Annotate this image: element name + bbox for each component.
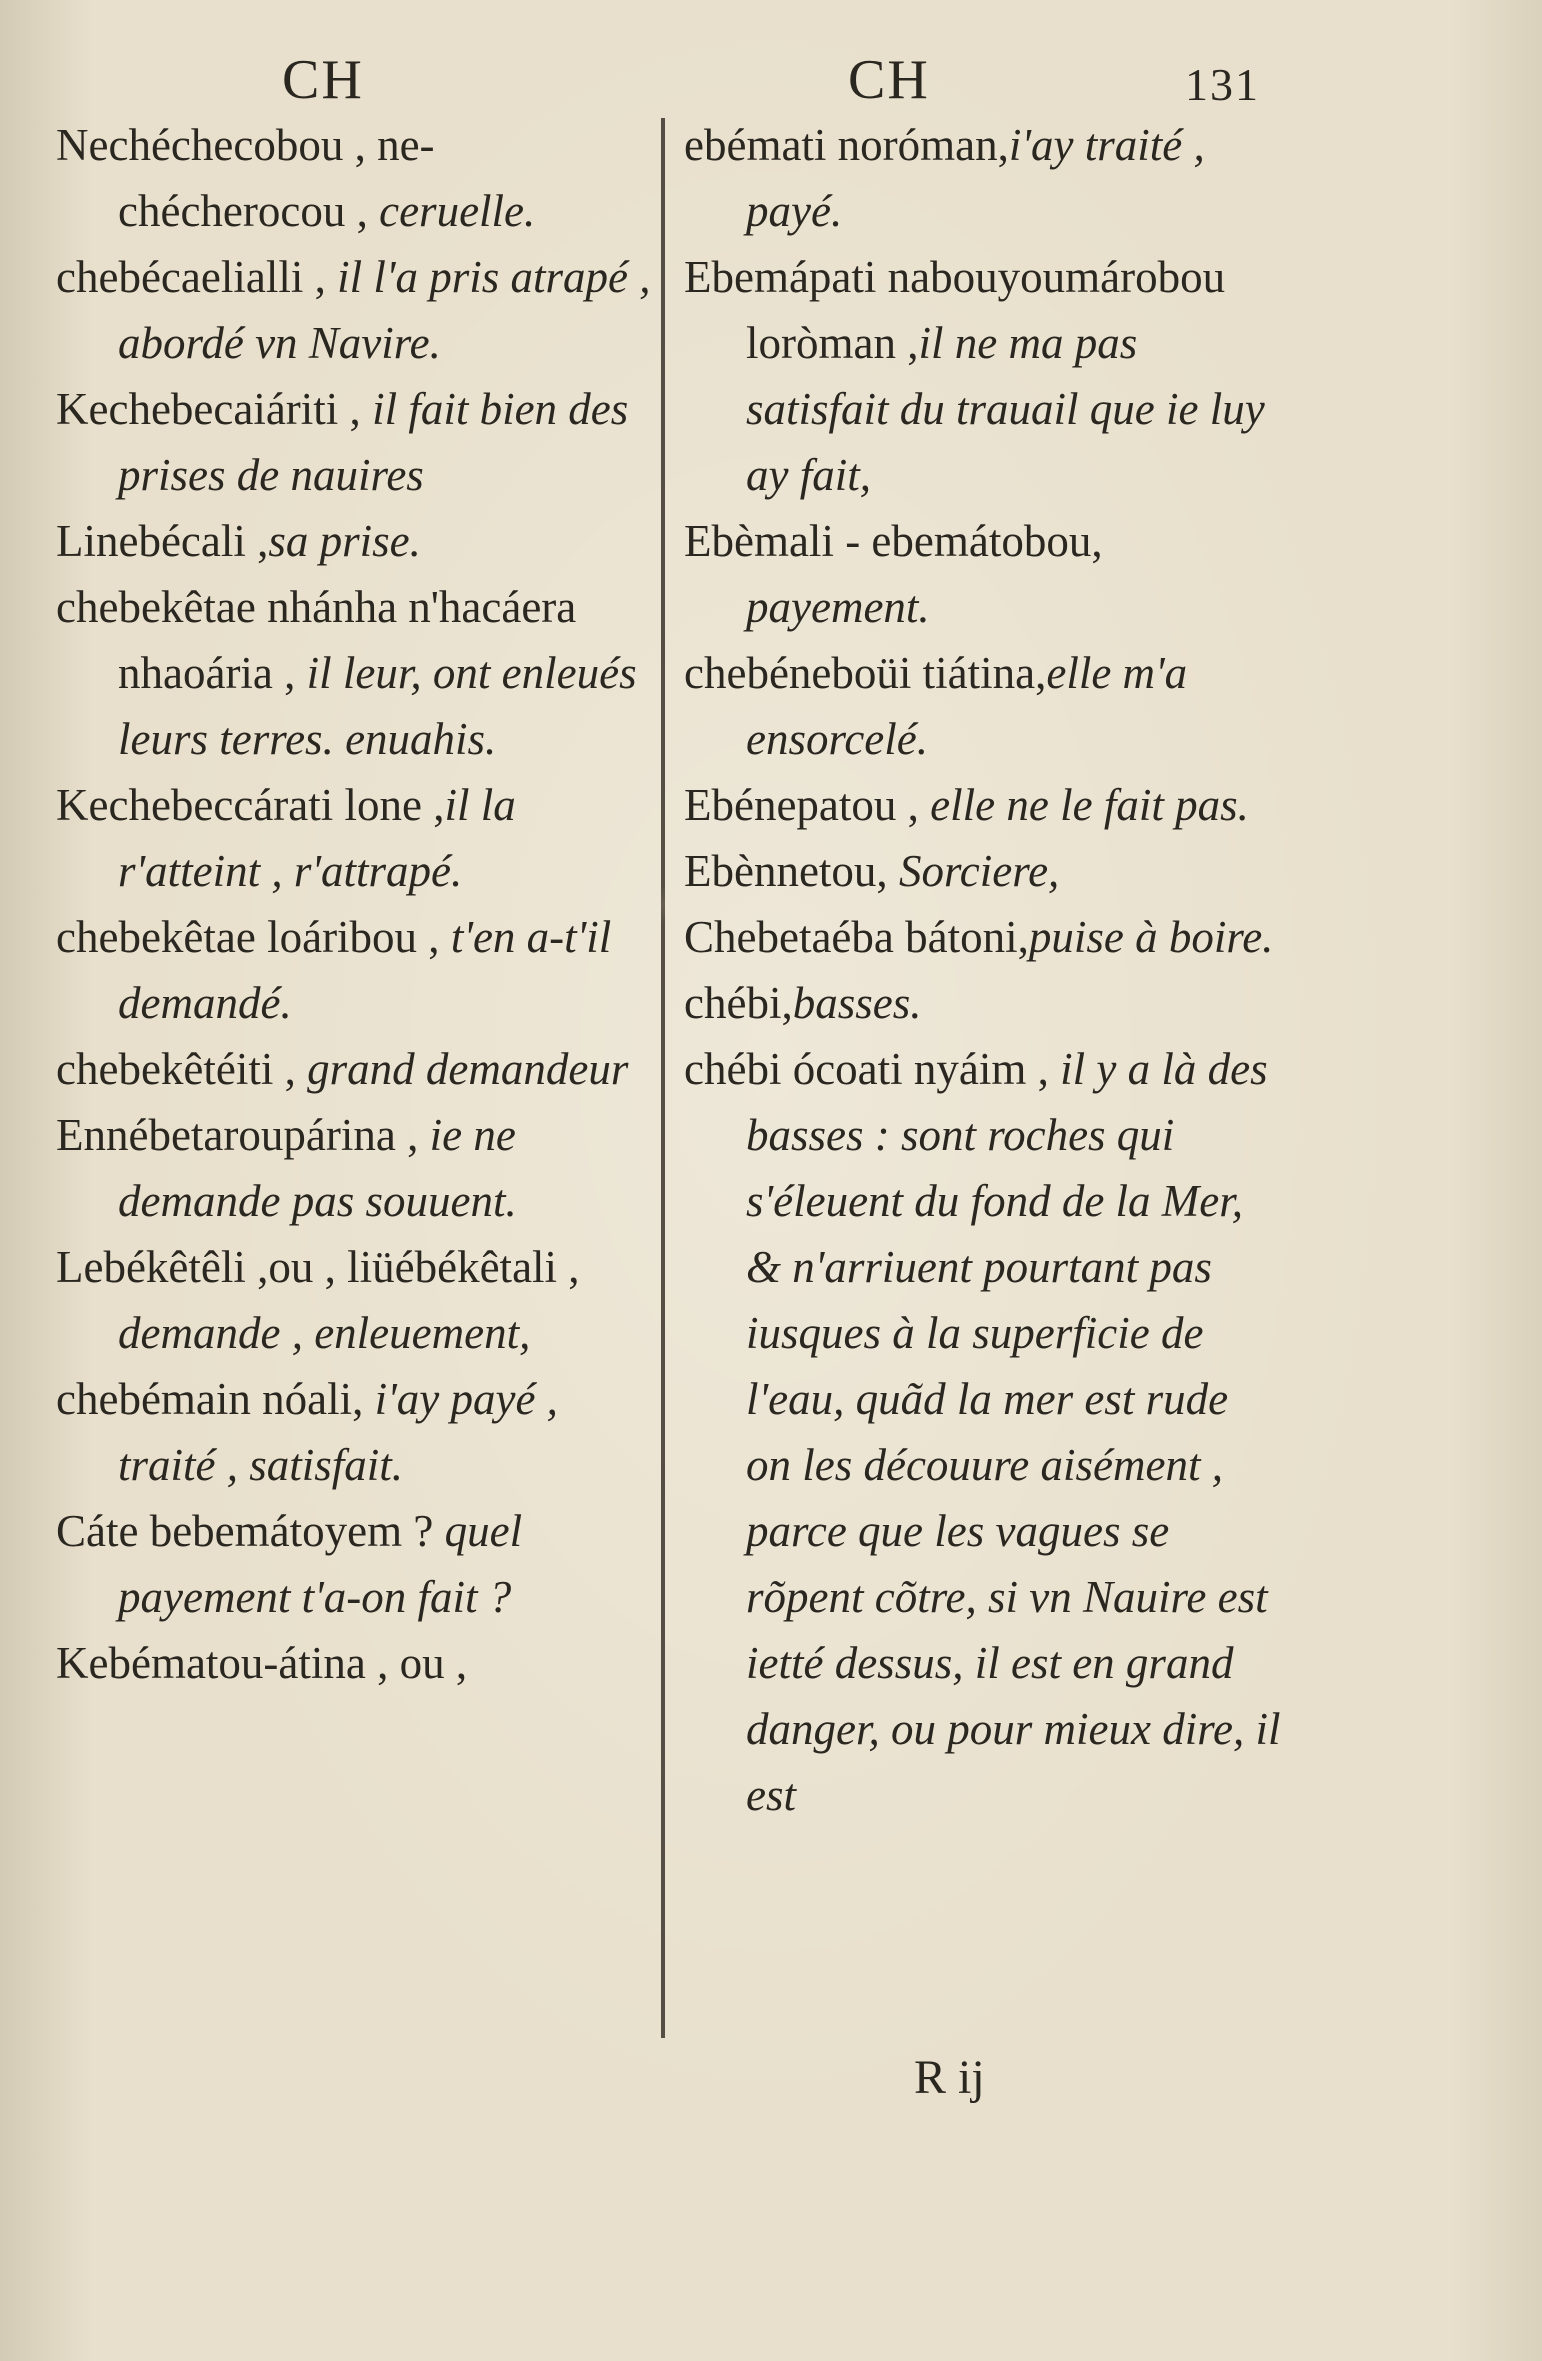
dictionary-entry xyxy=(684,904,1284,970)
dictionary-entry xyxy=(56,772,656,904)
entry-definition: ceruelle. xyxy=(379,186,536,236)
entry-definition: il y a là des basses : sont roches qui s'éleuent du fond de la Mer, & n'arriuent pourtant pas iusques à la superficie de l'eau, quãd la mer est rude on les découure aisément , parce que les vagues se rõpent cõtre, si vn Nauire est ietté dessus, il est en grand danger, ou pour mieux dire, il est xyxy=(746,1044,1281,1820)
header-right-letters: CH xyxy=(848,49,930,111)
dictionary-entry xyxy=(684,640,1284,772)
entry-headword: Kebématou-átina , ou , xyxy=(56,1638,468,1688)
right-column xyxy=(684,112,1284,1828)
entry-definition: quel payement t'a-on fait ? xyxy=(118,1506,523,1622)
dictionary-entry xyxy=(56,376,656,508)
dictionary-entry xyxy=(56,112,656,244)
dictionary-entry xyxy=(684,112,1284,244)
entry-definition: basses. xyxy=(792,978,922,1028)
signature-mark: R ij xyxy=(914,2051,985,2104)
entry-definition: i'ay payé , traité , satisfait. xyxy=(118,1374,558,1490)
entry-headword: Cáte bebemátoyem ? xyxy=(56,1506,434,1556)
entry-headword: chébi ócoati nyáim , xyxy=(684,1044,1049,1094)
entry-headword: Ebènnetou, xyxy=(684,846,888,896)
entry-definition: elle m'a ensorcelé. xyxy=(746,648,1188,764)
dictionary-entry xyxy=(56,1234,656,1366)
dictionary-entry xyxy=(684,1036,1284,1828)
dictionary-entry xyxy=(684,772,1284,838)
dictionary-entry xyxy=(56,244,656,376)
column-divider xyxy=(661,118,665,2038)
dictionary-entry xyxy=(56,574,656,772)
entry-headword: Kechebeccárati lone , xyxy=(56,780,445,830)
entry-definition: payement. xyxy=(746,582,930,632)
entry-headword: Ebèmali - ebemátobou, xyxy=(684,516,1103,566)
dictionary-entry xyxy=(684,508,1284,640)
entry-headword: Nechéchecobou , ne-chécherocou , xyxy=(56,120,435,236)
dictionary-entry xyxy=(56,508,656,574)
dictionary-entry xyxy=(56,1498,656,1630)
entry-definition: il fait bien des prises de nauires xyxy=(118,384,629,500)
entry-definition: il leur, ont enleués leurs terres. enuahis. xyxy=(118,648,637,764)
entry-definition: ie ne demande pas souuent. xyxy=(118,1110,517,1226)
entry-headword: Lebékêtêli ,ou , liüébékêtali , xyxy=(56,1242,580,1292)
entry-definition: il l'a pris atrapé , abordé vn Navire. xyxy=(118,252,651,368)
entry-headword: chébi, xyxy=(684,978,793,1028)
entry-headword: chebekêtae nhánha n'hacáera nhaoária , xyxy=(56,582,577,698)
dictionary-entry xyxy=(56,1036,656,1102)
entry-definition: sa prise. xyxy=(268,516,421,566)
entry-headword: chebekêtéiti , xyxy=(56,1044,296,1094)
entry-headword: Ebemápati nabouyoumárobou loròman , xyxy=(684,252,1226,368)
dictionary-entry xyxy=(56,904,656,1036)
entry-headword: Ebénepatou , xyxy=(684,780,919,830)
entry-definition: puise à boire. xyxy=(1028,912,1274,962)
entry-definition: t'en a-t'il demandé. xyxy=(118,912,612,1028)
entry-headword: ebémati noróman, xyxy=(684,120,1009,170)
entry-headword: Ennébetaroupárina , xyxy=(56,1110,419,1160)
entry-definition: il ne ma pas satisfait du trauail que ie luy ay fait, xyxy=(746,318,1265,500)
entry-definition: grand demandeur xyxy=(307,1044,629,1094)
page-number: 131 xyxy=(1185,59,1260,110)
entry-definition: demande , enleuement, xyxy=(118,1308,531,1358)
entry-definition: i'ay traité , payé. xyxy=(746,120,1205,236)
entry-headword: chebekêtae loáribou , xyxy=(56,912,440,962)
entry-headword: Kechebecaiáriti , xyxy=(56,384,361,434)
entry-headword: Linebécali , xyxy=(56,516,269,566)
entry-definition: Sorciere, xyxy=(898,846,1060,896)
entry-headword: chebéneboüi tiátina, xyxy=(684,648,1047,698)
dictionary-entry xyxy=(684,244,1284,508)
dictionary-entry xyxy=(56,1366,656,1498)
entry-headword: chebémain nóali, xyxy=(56,1374,364,1424)
entry-definition: elle ne le fait pas. xyxy=(930,780,1249,830)
dictionary-entry xyxy=(684,838,1284,904)
header-left-letters: CH xyxy=(282,49,364,111)
entry-headword: Chebetaéba bátoni, xyxy=(684,912,1029,962)
entry-headword: chebécaelialli , xyxy=(56,252,326,302)
left-column xyxy=(56,112,656,1696)
dictionary-entry xyxy=(56,1102,656,1234)
entry-definition: il la r'atteint , r'attrapé. xyxy=(118,780,516,896)
dictionary-entry xyxy=(684,970,1284,1036)
dictionary-entry xyxy=(56,1630,656,1696)
